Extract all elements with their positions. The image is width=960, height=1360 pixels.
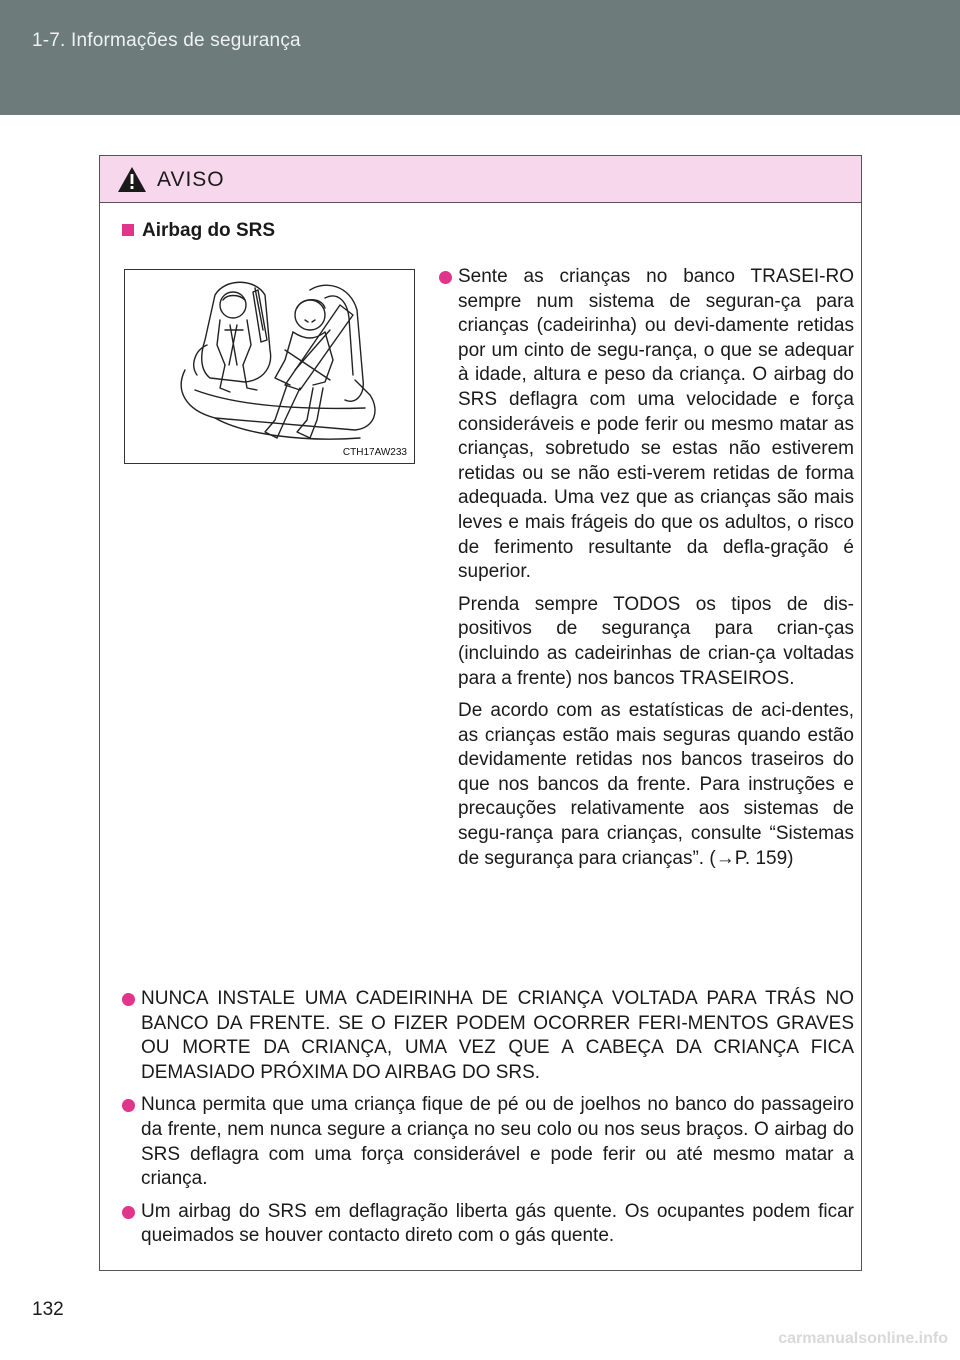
section-title (122, 220, 275, 242)
figure-code: CTH17AW233 (342, 447, 407, 458)
warning-box (99, 155, 862, 1271)
warning-triangle-icon (117, 166, 147, 193)
paragraph: Prenda sempre TODOS os tipos de dis-positivos de segurança para crian-ças (incluindo as cadeirinhas de crian-ça voltadas para a frente) nos bancos TRASEIROS. (458, 593, 854, 689)
chapter-title: 1-7. Informações de segurança (32, 30, 301, 51)
bullet-paragraph: NUNCA INSTALE UMA CADEIRINHA DE CRIANÇA VOLTADA PARA TRÁS NO BANCO DA FRENTE. SE O FIZER PODEM OCORRER FERI-MENTOS GRAVES OU MORTE DA CRIANÇA, UMA VEZ QUE A CABEÇA DA CRIANÇA FICA DEMASIADO PRÓXIMA DO AIRBAG DO SRS. (122, 987, 854, 1085)
bullet-paragraph: Sente as crianças no banco TRASEI-RO sempre num sistema de seguran-ça para crianças (cadeirinha) ou devi-damente retidas por um cinto de segu-rança, o que se adequar à idade, altura e peso da criança. O airbag do SRS deflagra com uma velocidade e força consideráveis e pode ferir ou mesmo matar as crianças, sobretudo se estas não estiverem retidas ou se não esti-verem retidas de forma adequada. Uma vez que as crianças são mais leves e mais frágeis do que os adultos, o risco de ferimento resultante da defla-gração é superior. (439, 265, 854, 585)
square-bullet-icon (122, 224, 134, 236)
bullet-paragraph: Um airbag do SRS em deflagração liberta gás quente. Os ocupantes podem ficar queimados se houver contacto direto com o gás quente. (122, 1200, 854, 1249)
warning-header (100, 156, 861, 203)
page-header (0, 0, 960, 115)
watermark: carmanualsonline.info (778, 1330, 948, 1347)
right-column-text (439, 265, 854, 879)
bottom-text (122, 987, 854, 1257)
page-number: 132 (32, 1299, 64, 1320)
paragraph: De acordo com as estatísticas de aci-dentes, as crianças estão mais seguras quando estão devidamente retidas nos bancos traseiros do que nos bancos da frente. Para instruções e precauções relativamente aos sistemas de segu-rança para crianças, consulte “Sistemas de segurança para crianças”. (→P. 159) (458, 700, 854, 869)
bullet-paragraph: Nunca permita que uma criança fique de pé ou de joelhos no banco do passageiro da frente, nem nunca segure a criança no seu colo ou nos seus braços. O airbag do SRS deflagra com uma força considerável e pode ferir ou até mesmo matar a criança. (122, 1093, 854, 1191)
child-seat-illustration (124, 269, 415, 464)
section-title-text: Airbag do SRS (142, 220, 276, 241)
child-seat-drawing (125, 270, 414, 463)
warning-label: AVISO (157, 168, 225, 191)
